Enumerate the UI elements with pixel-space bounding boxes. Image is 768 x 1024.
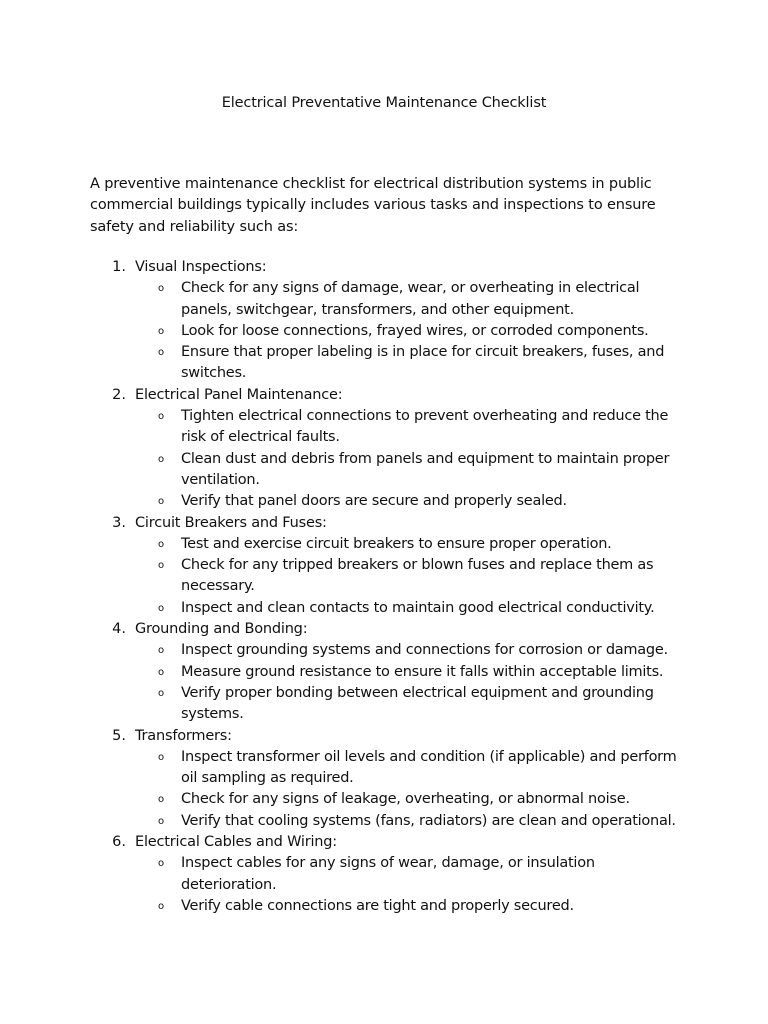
section-number: 5. — [112, 727, 126, 744]
section-number: 3. — [112, 514, 126, 531]
list-item-text: Verify cable connections are tight and properly secured. — [181, 897, 574, 914]
section-heading — [0, 257, 768, 278]
list-item — [0, 811, 680, 832]
hollow-bullet-icon: o — [158, 283, 164, 295]
hollow-bullet-icon: o — [158, 687, 164, 699]
list-item — [0, 662, 680, 683]
list-item-text: Check for any signs of leakage, overheating, or abnormal noise. — [181, 791, 630, 808]
list-item — [0, 406, 680, 449]
hollow-bullet-icon: o — [158, 645, 164, 657]
section-heading — [0, 619, 768, 640]
checklist-section — [0, 385, 768, 513]
list-item — [0, 683, 680, 726]
list-item — [0, 491, 680, 512]
section-label: Circuit Breakers and Fuses: — [135, 514, 327, 531]
hollow-bullet-icon: o — [158, 496, 164, 508]
hollow-bullet-icon: o — [158, 538, 164, 550]
hollow-bullet-icon: o — [158, 751, 164, 763]
list-item-text: Tighten electrical connections to prevent overheating and reduce the risk of electrical faults. — [181, 408, 669, 446]
section-item-list — [0, 747, 768, 832]
hollow-bullet-icon: o — [158, 794, 164, 806]
hollow-bullet-icon: o — [158, 666, 164, 678]
hollow-bullet-icon: o — [158, 325, 164, 337]
list-item-text: Test and exercise circuit breakers to ensure proper operation. — [181, 535, 612, 552]
hollow-bullet-icon: o — [158, 411, 164, 423]
checklist-section — [0, 513, 768, 619]
checklist-sections — [0, 257, 768, 917]
section-label: Electrical Cables and Wiring: — [135, 834, 337, 851]
intro-paragraph: A preventive maintenance checklist for electrical distribution systems in public commercial buildings typically includes various tasks and inspections to ensure safety and reliability such as: — [90, 176, 656, 235]
hollow-bullet-icon: o — [158, 815, 164, 827]
section-item-list — [0, 406, 768, 512]
section-number: 2. — [112, 386, 126, 403]
hollow-bullet-icon: o — [158, 347, 164, 359]
section-label: Visual Inspections: — [135, 259, 267, 275]
list-item — [0, 789, 680, 810]
section-number: 1. — [112, 259, 126, 275]
document-title: Electrical Preventative Maintenance Checklist — [221, 95, 547, 111]
list-item — [0, 896, 680, 917]
section-item-list — [0, 640, 768, 725]
checklist-section — [0, 619, 768, 725]
list-item-text: Check for any tripped breakers or blown fuses and replace them as necessary. — [181, 557, 654, 595]
section-label: Electrical Panel Maintenance: — [135, 386, 343, 403]
checklist-section — [0, 726, 768, 832]
hollow-bullet-icon: o — [158, 602, 164, 614]
hollow-bullet-icon: o — [158, 560, 164, 572]
section-heading — [0, 832, 768, 853]
section-item-list — [0, 278, 768, 384]
section-heading — [0, 726, 768, 747]
section-number: 6. — [112, 834, 126, 851]
list-item — [0, 342, 680, 385]
section-item-list — [0, 534, 768, 619]
list-item-text: Verify that panel doors are secure and properly sealed. — [181, 493, 567, 510]
list-item — [0, 321, 680, 342]
list-item-text: Inspect grounding systems and connections for corrosion or damage. — [181, 642, 668, 659]
section-label: Transformers: — [135, 727, 232, 744]
list-item — [0, 278, 680, 321]
list-item-text: Verify that cooling systems (fans, radiators) are clean and operational. — [181, 812, 676, 829]
list-item-text: Check for any signs of damage, wear, or overheating in electrical panels, switchgear, transformers, and other equipment. — [181, 280, 640, 318]
list-item-text: Look for loose connections, frayed wires, or corroded components. — [181, 322, 649, 339]
list-item-text: Ensure that proper labeling is in place for circuit breakers, fuses, and switches. — [181, 344, 665, 382]
section-item-list — [0, 853, 768, 917]
hollow-bullet-icon: o — [158, 900, 164, 912]
section-label: Grounding and Bonding: — [135, 621, 308, 638]
list-item — [0, 598, 680, 619]
list-item-text: Inspect transformer oil levels and condition (if applicable) and perform oil sampling as required. — [181, 748, 677, 787]
list-item — [0, 449, 680, 492]
list-item — [0, 853, 680, 896]
checklist-section — [0, 257, 768, 385]
list-item — [0, 534, 680, 555]
section-heading — [0, 385, 768, 406]
list-item-text: Measure ground resistance to ensure it falls within acceptable limits. — [181, 663, 664, 680]
section-heading — [0, 513, 768, 534]
list-item — [0, 640, 680, 661]
list-item-text: Inspect cables for any signs of wear, damage, or insulation deterioration. — [181, 855, 595, 893]
hollow-bullet-icon: o — [158, 453, 164, 465]
list-item-text: Inspect and clean contacts to maintain good electrical conductivity. — [181, 599, 655, 616]
checklist-section — [0, 832, 768, 917]
hollow-bullet-icon: o — [158, 858, 164, 870]
list-item-text: Verify proper bonding between electrical equipment and grounding systems. — [181, 684, 654, 723]
list-item — [0, 747, 680, 790]
section-number: 4. — [112, 621, 126, 638]
list-item-text: Clean dust and debris from panels and equipment to maintain proper ventilation. — [181, 450, 670, 488]
list-item — [0, 555, 680, 598]
